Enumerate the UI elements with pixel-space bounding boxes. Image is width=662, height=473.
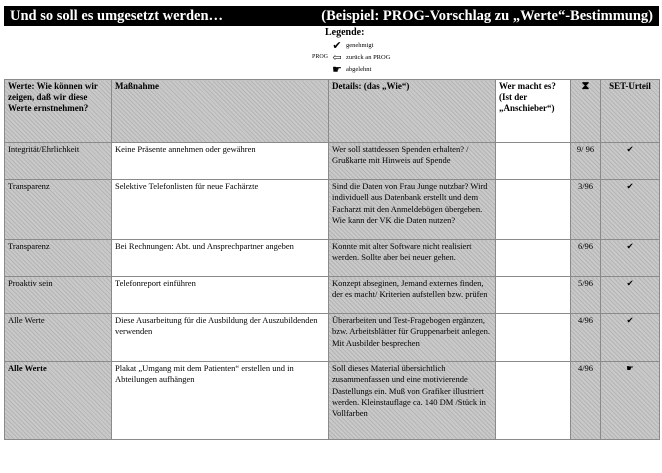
cell-wer xyxy=(496,314,571,362)
cell-details: Wer soll stattdessen Spenden erhalten? / Grußkarte mit Hinweis auf Spende xyxy=(329,143,496,180)
check-icon: ✔ xyxy=(601,143,660,180)
cell-time: 3/96 xyxy=(571,180,601,240)
cell-wer xyxy=(496,143,571,180)
legend-item-approved xyxy=(300,39,373,51)
cell-wer xyxy=(496,362,571,440)
cell-details: Soll dieses Material übersichtlich zusammenfassen und eine motivierende Dastellungs ein. Muß von Grafiker illustriert werden. Kleinstauflage ca. 140 DM /Stück in Vollfarben xyxy=(329,362,496,440)
legend-label: abgelehnt xyxy=(346,65,372,73)
legend-label: genehmigt xyxy=(346,41,374,49)
cell-massnahme: Plakat „Umgang mit dem Patienten“ erstellen und in Abteilungen aufhängen xyxy=(112,362,329,440)
cell-wer xyxy=(496,277,571,314)
cell-wer xyxy=(496,240,571,277)
cell-time: 4/96 xyxy=(571,314,601,362)
hand-icon: ☛ xyxy=(332,63,342,76)
cell-details: Konzept abseginen, Jemand externes finden, der es macht/ Kriterien aufstellen bzw. prüfen xyxy=(329,277,496,314)
cell-massnahme: Keine Präsente annehmen oder gewähren xyxy=(112,143,329,180)
title-right: (Beispiel: PROG-Vorschlag zu „Werte“-Bestimmung) xyxy=(321,7,653,24)
header-details: Details: (das „Wie“) xyxy=(329,80,496,143)
check-icon: ✔ xyxy=(601,314,660,362)
table-row xyxy=(5,143,660,180)
table-row xyxy=(5,180,660,240)
hand-icon: ☛ xyxy=(601,362,660,440)
cell-time: 9/ 96 xyxy=(571,143,601,180)
cell-werte: Proaktiv sein xyxy=(5,277,112,314)
check-icon: ✔ xyxy=(601,180,660,240)
header-wer: Wer macht es? (Ist der „Anschieber“) xyxy=(496,80,571,143)
cell-massnahme: Diese Ausarbeitung für die Ausbildung der Auszubildenden verwenden xyxy=(112,314,329,362)
cell-werte: Alle Werte xyxy=(5,314,112,362)
table-row xyxy=(5,240,660,277)
check-icon: ✔ xyxy=(601,277,660,314)
legend-item-returned xyxy=(300,51,390,63)
header-urteil: SET-Urteil xyxy=(601,80,660,143)
cell-werte: Alle Werte xyxy=(5,362,112,440)
cell-time: 4/96 xyxy=(571,362,601,440)
cell-wer xyxy=(496,180,571,240)
cell-time: 6/96 xyxy=(571,240,601,277)
cell-details: Konnte mit alter Software nicht realisiert werden. Sollte aber bei neuer gehen. xyxy=(329,240,496,277)
cell-time: 5/96 xyxy=(571,277,601,314)
cell-massnahme: Telefonreport einführen xyxy=(112,277,329,314)
cell-details: Überarbeiten und Test-Fragebogen ergänzen, bzw. Arbeitsblätter für Gruppenarbeit anlegen. Mit Ausbilder besprechen xyxy=(329,314,496,362)
legend-label: zurück an PROG xyxy=(346,53,391,61)
cell-details: Sind die Daten von Frau Junge nutzbar? Wird individuell aus Datenbank erstellt und dem Facharzt mit den Anmeldebögen übergeben. Wie kann der VK die Daten nutzen? xyxy=(329,180,496,240)
values-table xyxy=(4,79,660,440)
table-row xyxy=(5,277,660,314)
hourglass-icon: ⧗ xyxy=(571,80,601,143)
legend-item-rejected xyxy=(300,63,371,75)
header-massnahme: Maßnahme xyxy=(112,80,329,143)
check-icon: ✔ xyxy=(332,39,342,52)
title-left: Und so soll es umgesetzt werden… xyxy=(10,7,224,24)
legend-prefix: PROG xyxy=(311,54,328,60)
title-bar xyxy=(4,6,659,26)
cell-massnahme: Bei Rechnungen: Abt. und Ansprechpartner angeben xyxy=(112,240,329,277)
check-icon: ✔ xyxy=(601,240,660,277)
table-header-row xyxy=(5,80,660,143)
table-row xyxy=(5,362,660,440)
legend-title: Legende: xyxy=(325,27,365,38)
cell-massnahme: Selektive Telefonlisten für neue Fachärzte xyxy=(112,180,329,240)
cell-werte: Integrität/Ehrlichkeit xyxy=(5,143,112,180)
cell-werte: Transparenz xyxy=(5,180,112,240)
table-row xyxy=(5,314,660,362)
cell-werte: Transparenz xyxy=(5,240,112,277)
header-werte: Werte: Wie können wir zeigen, daß wir diese Werte ernstnehmen? xyxy=(5,80,112,143)
arrow-left-icon: ⇦ xyxy=(332,51,342,64)
